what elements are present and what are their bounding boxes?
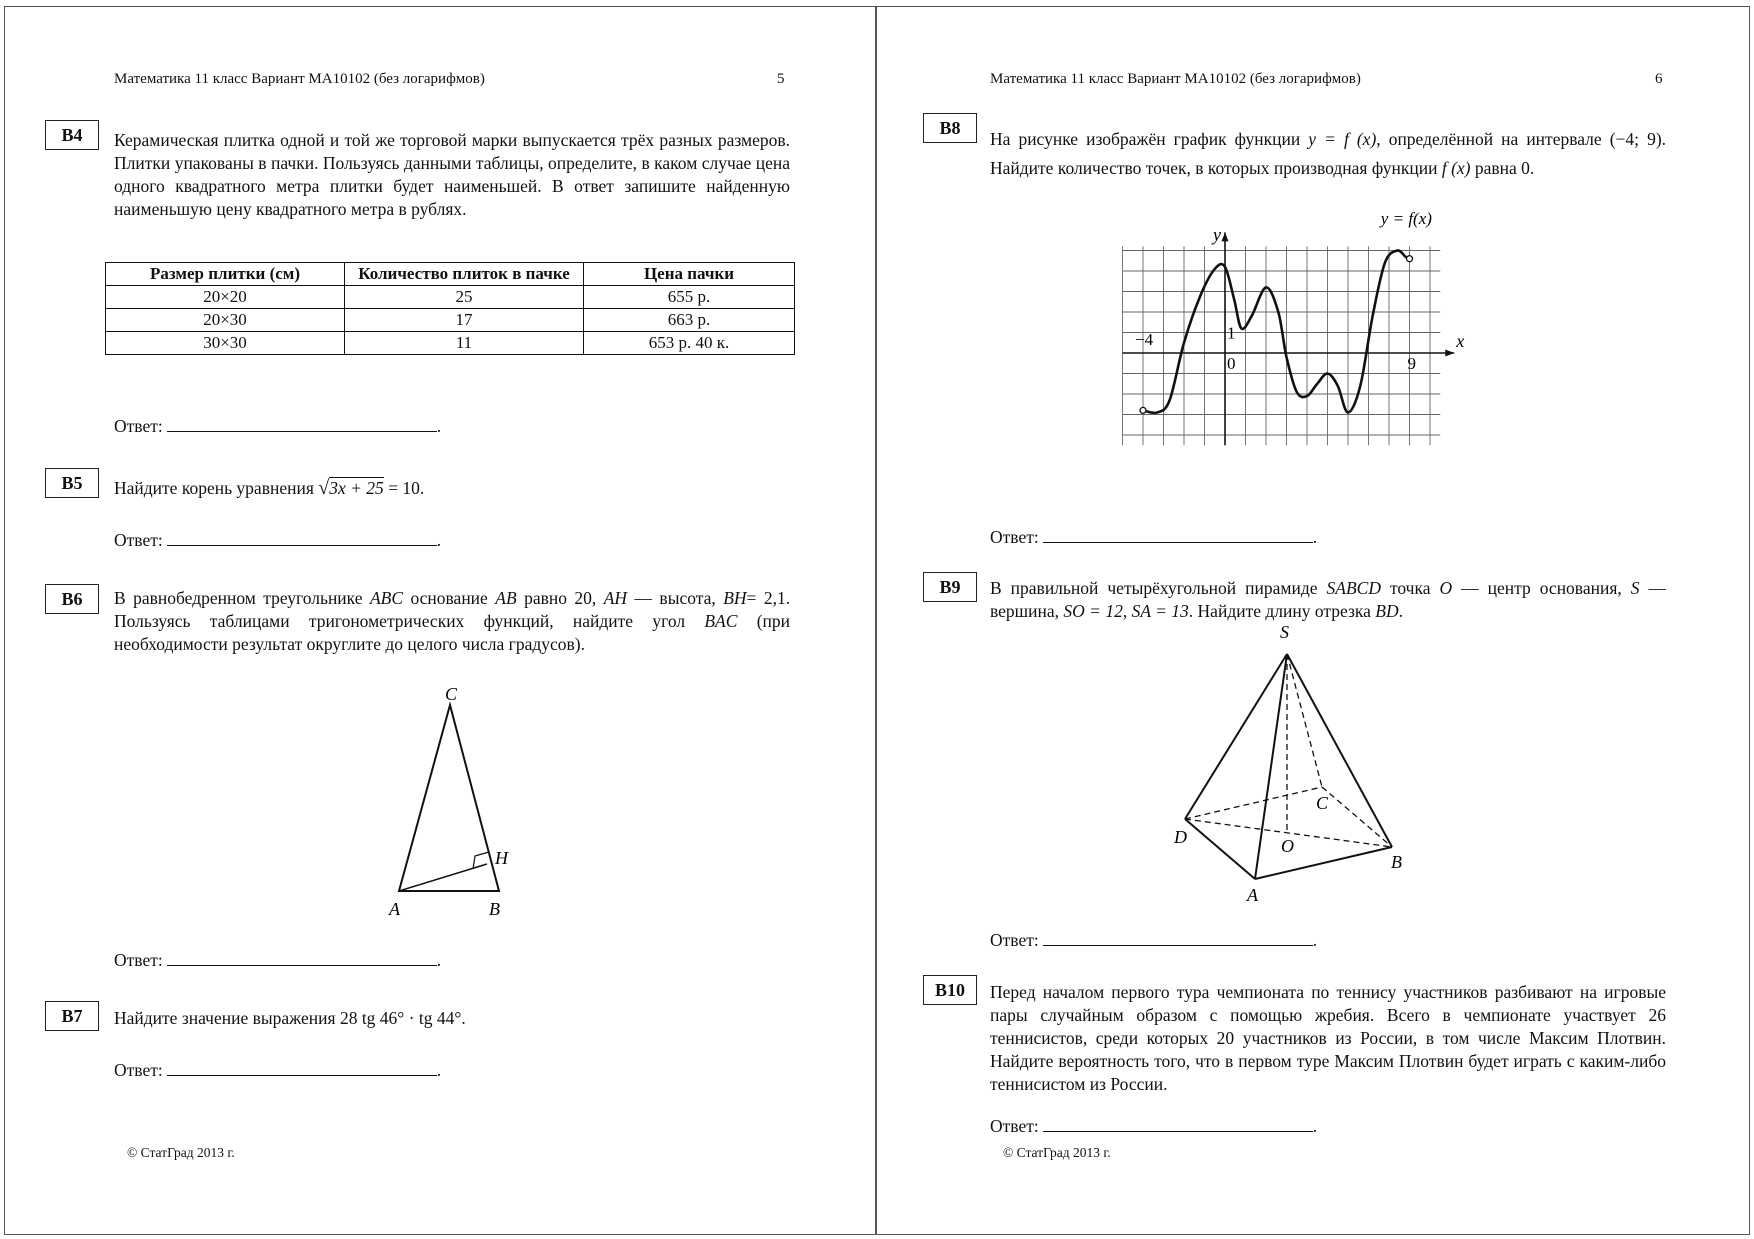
triangle-abc: [399, 705, 499, 891]
x-axis-label: x: [1456, 331, 1465, 351]
x-axis-arrow-icon: [1445, 350, 1454, 357]
table-cell: 11: [345, 332, 584, 355]
table-row: [106, 332, 795, 355]
b6-text-3: равно 20,: [524, 588, 597, 608]
b8-text-2: , определённой на интервале: [1376, 129, 1602, 149]
answer-b8[interactable]: Ответ: .: [990, 527, 1318, 547]
b9-text-2: точка: [1389, 578, 1431, 598]
table-header: Размер плитки (см): [106, 263, 345, 286]
task-b10-label: B10: [923, 975, 977, 1005]
task-b8-label: B8: [923, 113, 977, 143]
triangle-diagram: [365, 677, 525, 927]
table-header: Цена пачки: [584, 263, 795, 286]
table-cell: 653 р. 40 к.: [584, 332, 795, 355]
copyright: © СтатГрад 2013 г.: [1003, 1145, 1111, 1160]
task-b9-text: В правильной четырёхугольной пирамиде SABCD точка O — центр основания, S — вершина, SO = 12, SA = 13. Найдите длину отрезка BD.: [990, 578, 1667, 621]
b6-text-5: = 2,1. Пользуясь таблицами тригонометрических функций, найдите угол: [114, 588, 791, 631]
answer-label: Ответ:: [990, 527, 1039, 547]
answer-line[interactable]: [1043, 1115, 1313, 1132]
task-b7-text: [114, 1007, 466, 1030]
b8-text-1: На рисунке изображён график функции: [990, 129, 1301, 149]
y-axis-label: y: [1213, 224, 1221, 245]
table-cell: 663 р.: [584, 309, 795, 332]
answer-label: Ответ:: [990, 930, 1039, 950]
y-axis-arrow-icon: [1222, 232, 1229, 241]
b7-expression: 28 tg 46° · tg 44°.: [339, 1008, 466, 1028]
task-b6-text: [114, 587, 790, 656]
b9-sa: SA = 13: [1131, 601, 1189, 621]
answer-line[interactable]: [1043, 929, 1313, 946]
point-c-label: C: [1316, 793, 1329, 813]
pyramid-diagram: [1174, 619, 1427, 909]
b8-f: f (x): [1441, 158, 1471, 178]
b9-so: SO = 12: [1063, 601, 1123, 621]
b9-o: O: [1439, 578, 1453, 598]
b5-prompt: Найдите корень уравнения: [114, 478, 314, 498]
table-row: [106, 286, 795, 309]
task-b5-label: B5: [45, 468, 99, 498]
answer-line[interactable]: [167, 415, 437, 432]
answer-line[interactable]: [167, 1059, 437, 1076]
answer-b5[interactable]: Ответ: .: [114, 530, 442, 550]
b5-radicand: 3x + 25: [329, 478, 384, 498]
answer-b9[interactable]: Ответ: .: [990, 930, 1318, 950]
b6-ab: AB: [495, 588, 517, 608]
table-cell: 17: [345, 309, 584, 332]
task-b4-text: Керамическая плитка одной и той же торговой марки выпускается трёх разных размеров. Плитки упакованы в пачки. Пользуясь данными таблицы, определите, в каком случае цена одного квадратного метра плитки будет наименьшей. В ответ запишите найденную наименьшую цену квадратного метра в рублях.: [114, 130, 790, 219]
graph-grid: [1123, 246, 1441, 445]
b6-bac: BAC: [704, 611, 738, 631]
point-c-label: C: [445, 684, 458, 704]
b9-sabcd: SABCD: [1326, 578, 1381, 598]
answer-line[interactable]: [1043, 526, 1313, 543]
b6-text-1: В равнобедренном треугольнике: [114, 588, 363, 608]
answer-b4[interactable]: Ответ: .: [114, 416, 442, 436]
task-b9-label: B9: [923, 572, 977, 602]
page-header: Математика 11 класс Вариант МА10102 (без логарифмов): [114, 71, 485, 87]
b6-abc: ABC: [369, 588, 404, 608]
b6-bh: BH: [723, 588, 747, 608]
answer-b7[interactable]: Ответ: .: [114, 1060, 442, 1080]
tile-price-table: [105, 262, 795, 355]
tick-label-x-min: −4: [1135, 330, 1154, 349]
sqrt-icon: √: [318, 477, 330, 499]
point-h-label: H: [495, 848, 508, 868]
table-cell: 20×20: [106, 286, 345, 309]
answer-b6[interactable]: Ответ: .: [114, 950, 442, 970]
task-b4-label: B4: [45, 120, 99, 150]
point-s-label: S: [1280, 622, 1289, 642]
b8-text-3: . Найдите количество точек, в которых производная функции: [990, 129, 1667, 178]
b7-prompt: Найдите значение выражения: [114, 1008, 336, 1028]
task-b5-text: [114, 477, 424, 500]
page-header: Математика 11 класс Вариант МА10102 (без логарифмов): [990, 71, 1361, 87]
b6-text-4: — высота,: [634, 588, 716, 608]
b9-bd: BD: [1375, 601, 1399, 621]
table-cell: 30×30: [106, 332, 345, 355]
answer-line[interactable]: [167, 949, 437, 966]
page-number: 5: [777, 71, 785, 87]
left-page: [4, 6, 876, 1235]
answer-line[interactable]: [167, 529, 437, 546]
point-b-label: B: [1391, 852, 1402, 872]
b5-rhs: = 10.: [388, 478, 425, 498]
function-curve: [1143, 250, 1410, 413]
pyramid-hidden-edges: [1185, 654, 1392, 847]
open-endpoint-start: [1140, 407, 1146, 413]
table-cell: 655 р.: [584, 286, 795, 309]
table-cell: 25: [345, 286, 584, 309]
answer-label: Ответ:: [990, 1116, 1039, 1136]
b9-text-3: — центр основания,: [1461, 578, 1622, 598]
altitude-ah: [399, 864, 487, 891]
answer-label: Ответ:: [114, 530, 163, 550]
point-d-label: D: [1174, 827, 1187, 847]
b6-text-2: основание: [410, 588, 488, 608]
page-number: 6: [1655, 71, 1663, 87]
b6-ah: AH: [603, 588, 628, 608]
point-a-label: A: [1247, 885, 1258, 905]
answer-b10[interactable]: Ответ: .: [990, 1116, 1318, 1136]
copyright: © СтатГрад 2013 г.: [127, 1145, 235, 1160]
table-header: Количество плиток в пачке: [345, 263, 584, 286]
table-header-row: [106, 263, 795, 286]
b9-s: S: [1630, 578, 1640, 598]
tick-label-x-max: 9: [1407, 354, 1416, 373]
curve-label: y = f(x): [1380, 208, 1432, 228]
b9-text-1: В правильной четырёхугольной пирамиде: [990, 578, 1318, 598]
b6-text-6: (при необходимости результат округлите до целого числа градусов).: [114, 611, 791, 654]
b9-text-5: . Найдите длину отрезка: [1188, 601, 1371, 621]
b8-function: y = f (x): [1308, 129, 1377, 149]
b8-interval: (−4; 9): [1609, 129, 1662, 149]
task-b8-text: [990, 125, 1666, 183]
right-page: [876, 6, 1750, 1235]
task-b10-text: Перед началом первого тура чемпионата по теннису участников разбивают на игровые пары случайным образом с помощью жребия. Всего в чемпионате участвует 26 теннисистов, среди которых 20 участников из России, в том числе Максим Плотвин. Найдите вероятность того, что в первом туре Максим Плотвин будет играть с каким-либо теннисистом из России.: [990, 982, 1666, 1094]
tick-label-origin: 0: [1227, 354, 1236, 373]
point-a-label: A: [389, 899, 400, 919]
answer-label: Ответ:: [114, 950, 163, 970]
function-graph: [1087, 203, 1465, 503]
table-row: [106, 309, 795, 332]
table-cell: 20×30: [106, 309, 345, 332]
answer-label: Ответ:: [114, 416, 163, 436]
task-b7-label: B7: [45, 1001, 99, 1031]
task-b6-label: B6: [45, 584, 99, 614]
open-endpoint-end: [1407, 256, 1413, 262]
point-b-label: B: [489, 899, 500, 919]
b8-text-4: равна 0.: [1474, 158, 1535, 178]
graph-axes: [1123, 232, 1455, 445]
point-o-label: O: [1281, 836, 1294, 856]
b9-text-4: — вершина,: [990, 578, 1667, 621]
answer-label: Ответ:: [114, 1060, 163, 1080]
tick-label-y-one: 1: [1227, 323, 1236, 343]
